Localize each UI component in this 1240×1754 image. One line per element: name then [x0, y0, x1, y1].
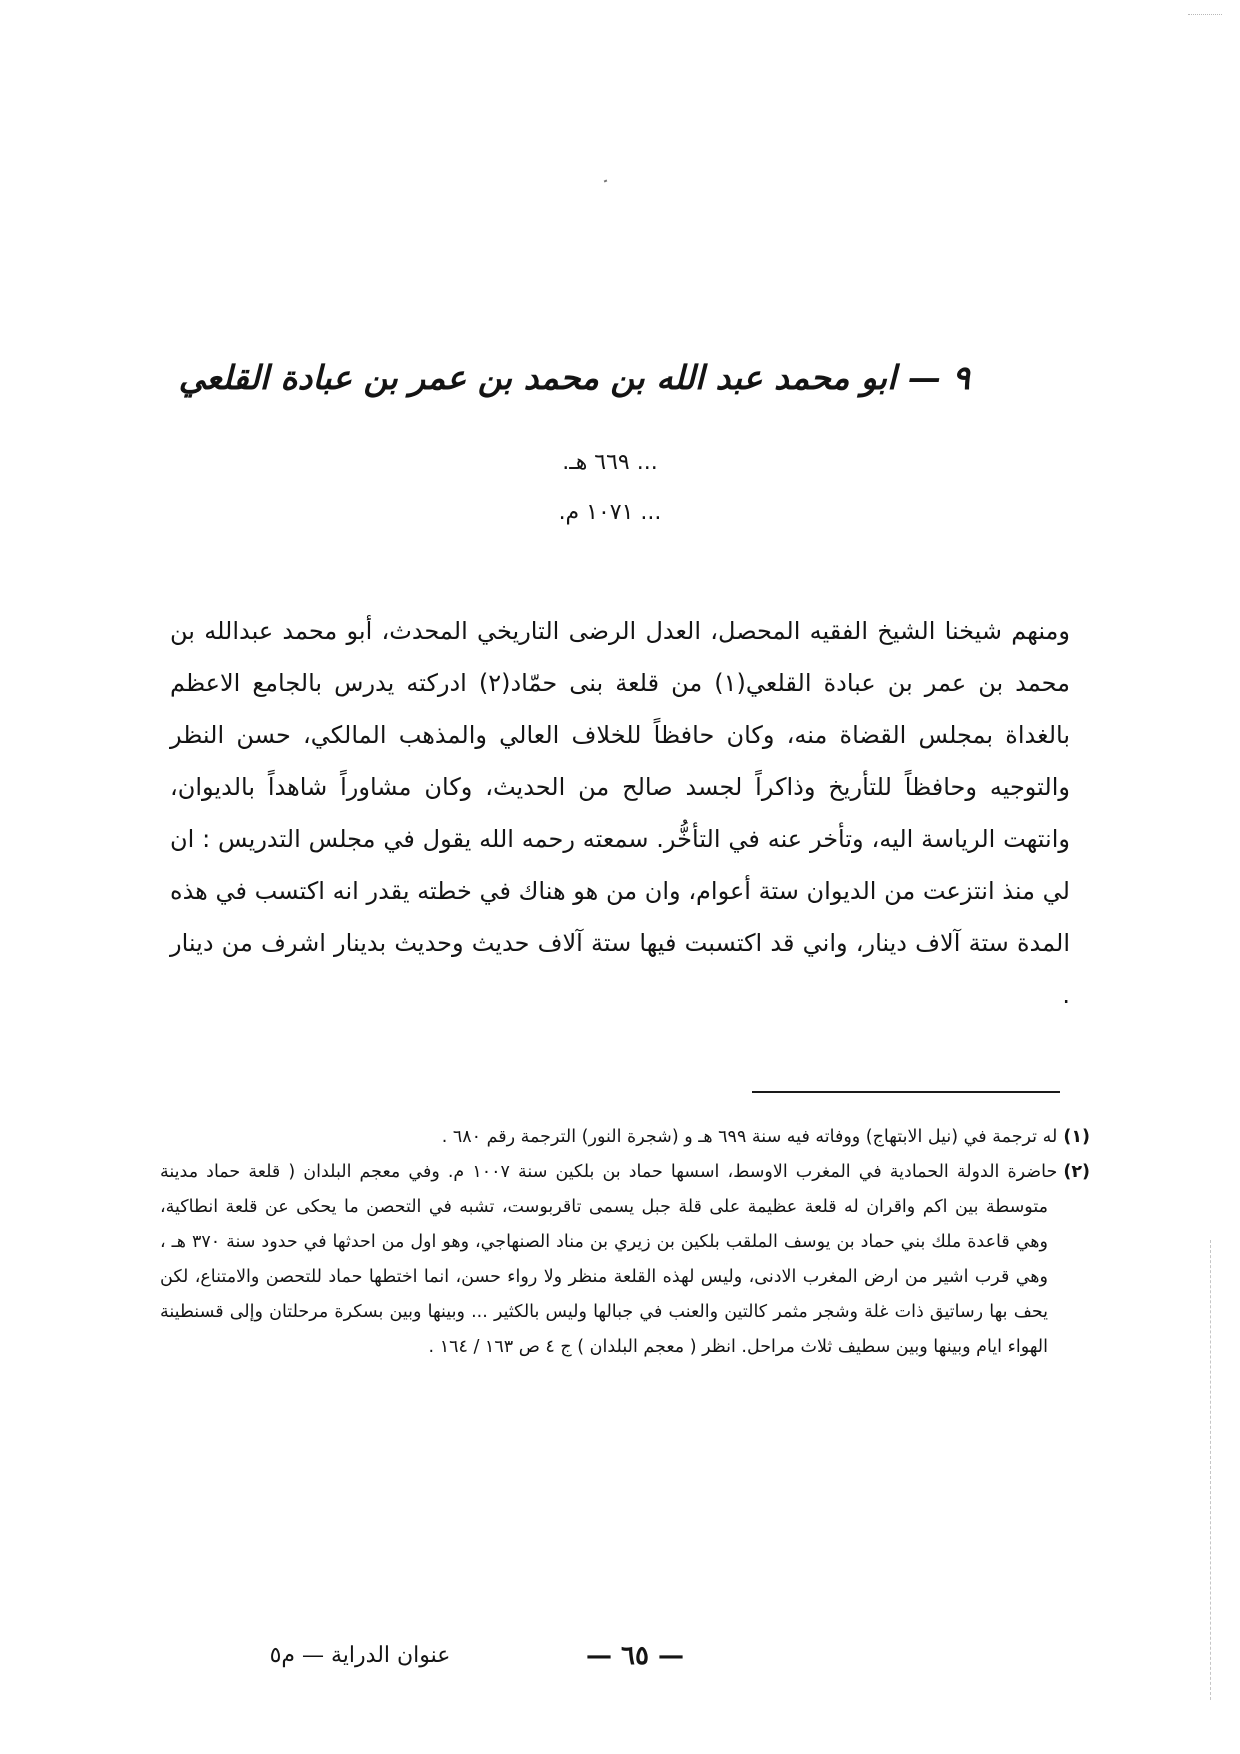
death-date-gregorian: ... ١٠٧١ م. — [558, 500, 662, 525]
scan-speck — [604, 180, 608, 183]
footnote-2 — [160, 1155, 1090, 1365]
death-date-hijri: ... ٦٦٩ هـ. — [562, 450, 658, 475]
scan-edge-mark — [1210, 1240, 1212, 1700]
page-number: — ٦٥ — — [585, 1641, 685, 1671]
signature-mark: عنوان الدراية — م٥ — [269, 1643, 451, 1668]
footnote-marker: (٢) — [1063, 1162, 1090, 1182]
footnote-separator — [752, 1091, 1060, 1093]
footnotes — [160, 1120, 1090, 1365]
biography-paragraph: ومنهم شيخنا الشيخ الفقيه المحصل، العدل الرضى التاريخي المحدث، أبو محمد عبدالله بن محمد بن عمر بن عبادة القلعي(١) من قلعة بنى حمّاد(٢) ادركته يدرس بالجامع الاعظم بالغداة بمجلس القضاة منه، وكان حافظاً للخلاف العالي والمذهب المالكي، حسن النظر والتوجيه وحافظاً للتأريخ وذاكراً لجسد صالح من الحديث، وكان مشاوراً شاهداً بالديوان، وانتهت الرياسة اليه، وتأخر عنه في التأخُّر. سمعته رحمه الله يقول في مجلس التدريس : ان لي منذ انتزعت من الديوان ستة أعوام، وان من هو هناك في خطته يقدر انه اكتسب في هذه المدة ستة آلاف دينار، واني قد اكتسبت فيها ستة آلاف حديث وحديث بدينار اشرف من دينار . — [170, 617, 1070, 1009]
entry-title: ٩ — ابو محمد عبد الله بن محمد بن عمر بن عبادة القلعي — [178, 358, 970, 397]
footnote-text: له ترجمة في (نيل الابتهاج) ووفاته فيه سنة ٦٩٩ هـ و (شجرة النور) الترجمة رقم ٦٨٠ . — [441, 1127, 1058, 1147]
footnote-1 — [160, 1120, 1090, 1155]
footnote-marker: (١) — [1063, 1127, 1090, 1147]
scan-mark — [1188, 14, 1222, 19]
footnote-text: حاضرة الدولة الحمادية في المغرب الاوسط، اسسها حماد بن بلكين سنة ١٠٠٧ م. وفي معجم البلدان ( قلعة حماد مدينة متوسطة بين اكم واقران له قلعة عظيمة على قلة جبل يسمى تاقربوست، تشبه في التحصن ما يحكى عن قلعة انطاكية، وهي قاعدة ملك بني حماد بن يوسف الملقب بلكين بن زيري بن مناد الصنهاجي، وهو اول من احدثها في حدود سنة ٣٧٠ هـ ، وهي قرب اشير من ارض المغرب الادنى، وليس لهذه القلعة منظر ولا رواء حسن، انما اختطها حماد للتحصن والامتناع، لكن يحف بها رساتيق ذات غلة وشجر مثمر كالتين والعنب في جبالها وليس بالكثير ... وبينها وبين بسكرة مرحلتان وإلى قسنطينة الهواء ايام وبينها وبين سطيف ثلاث مراحل. انظر ( معجم البلدان ) ج ٤ ص ١٦٣ / ١٦٤ . — [160, 1162, 1058, 1357]
